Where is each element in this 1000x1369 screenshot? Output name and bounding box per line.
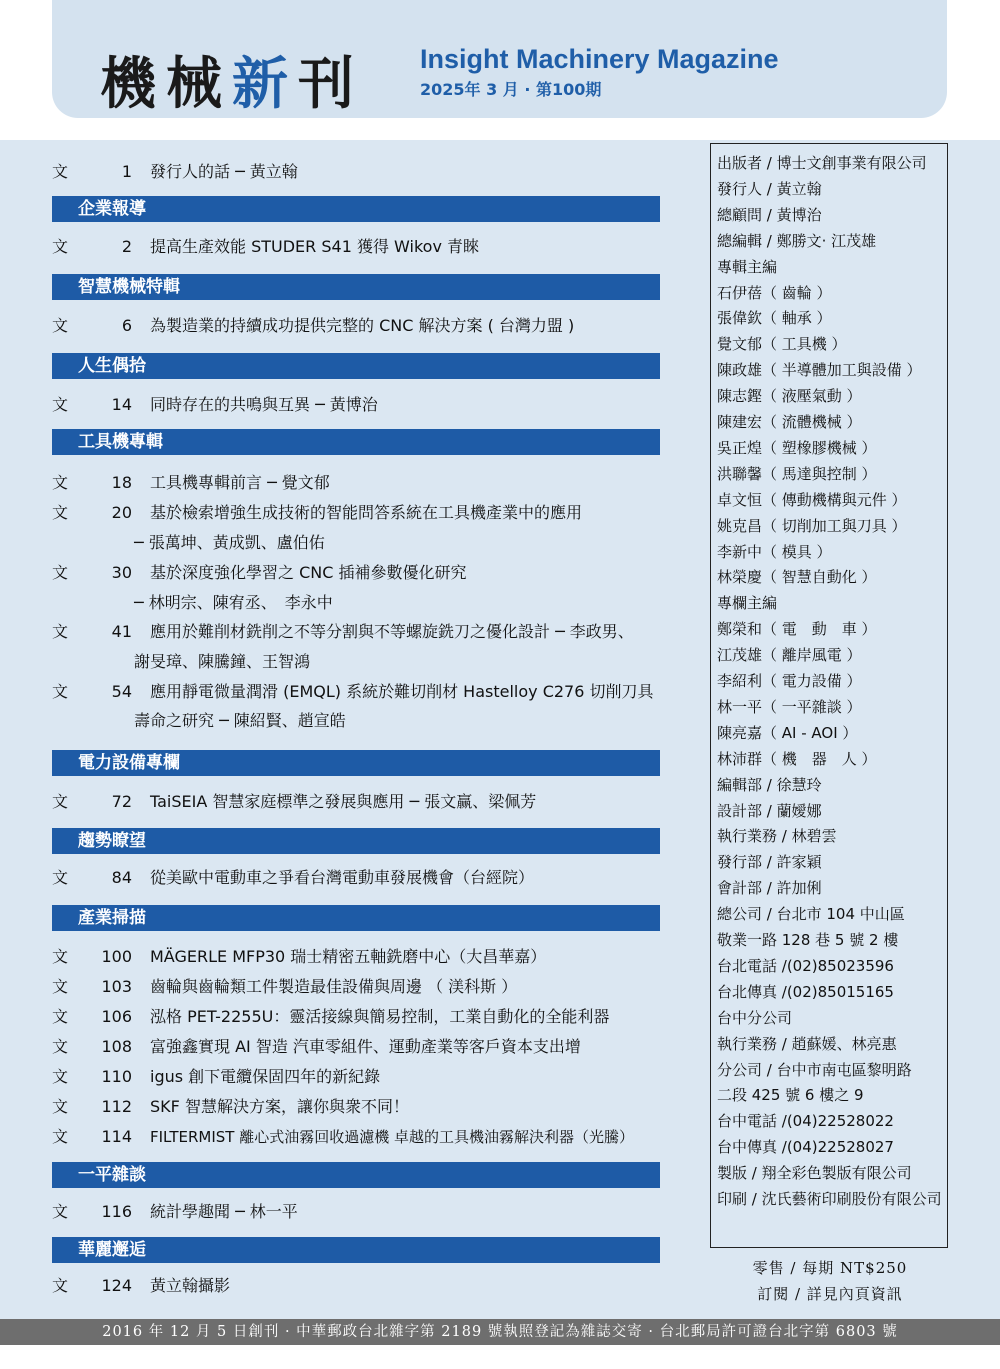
- credit-line: 執行業務 / 林碧雲: [717, 827, 837, 846]
- toc-entry[interactable]: [52, 162, 298, 182]
- entry-page: 103: [101, 977, 132, 996]
- entry-tag: 文: [52, 473, 69, 492]
- entry-tag: 文: [52, 622, 69, 641]
- entry-tag: 文: [52, 792, 69, 811]
- entry-page: 114: [101, 1127, 132, 1146]
- toc-entry[interactable]: [52, 563, 467, 583]
- entry-page: 41: [111, 622, 132, 641]
- entry-title: igus 創下電纜保固四年的新紀錄: [150, 1067, 381, 1086]
- entry-tag: 文: [52, 977, 69, 996]
- masthead: [0, 0, 1000, 140]
- entry-page: 112: [101, 1097, 132, 1116]
- entry-title: 泓格 PET-2255U：靈活接線與簡易控制，工業自動化的全能利器: [150, 1007, 610, 1026]
- entry-title: MÄGERLE MFP30 瑞士精密五軸銑磨中心（大昌華嘉）: [150, 947, 547, 966]
- entry-page: 6: [121, 316, 132, 335]
- entry-continuation: 謝旻璋、陳騰鐘、王智鴻: [134, 652, 311, 671]
- toc-entry[interactable]: [52, 1007, 609, 1027]
- entry-tag: 文: [52, 563, 69, 582]
- entry-title: 提高生產效能 STUDER S41 獲得 Wikov 青睞: [150, 237, 480, 256]
- entry-title: 為製造業的持續成功提供完整的 CNC 解決方案 ( 台灣力盟 ): [150, 316, 575, 335]
- section-header: 華麗邂逅: [52, 1237, 660, 1263]
- entry-page: 72: [111, 792, 132, 811]
- entry-page: 100: [101, 947, 132, 966]
- section-header: 一平雜談: [52, 1162, 660, 1188]
- footer-registration: 2016 年 12 月 5 日創刊 · 中華郵政台北雜字第 2189 號執照登記為雜誌交寄 · 台北郵局許可證台北字第 6803 號: [0, 1319, 1000, 1345]
- retail-price: 零售 / 每期 NT$250: [752, 1259, 908, 1277]
- issue-info: 2025年 3 月 · 第100期: [420, 80, 602, 99]
- toc-entry[interactable]: [52, 868, 534, 888]
- credit-line: 敬業一路 128 巷 5 號 2 樓: [717, 931, 899, 949]
- section-header: 趨勢瞭望: [52, 828, 660, 854]
- entry-tag: 文: [52, 1067, 69, 1086]
- entry-continuation: ─ 張萬坤、黃成凱、盧伯佑: [134, 533, 325, 552]
- toc-entry[interactable]: [52, 682, 654, 702]
- entry-title: 發行人的話 ─ 黃立翰: [150, 162, 298, 181]
- magazine-english-title: Insight Machinery Magazine: [420, 44, 779, 74]
- toc-entry[interactable]: [52, 316, 574, 336]
- entry-tag: 文: [52, 1037, 69, 1056]
- entry-tag: 文: [52, 1276, 69, 1295]
- entry-title: 同時存在的共鳴與互異 ─ 黃博治: [150, 395, 378, 414]
- entry-title: SKF 智慧解決方案，讓你與衆不同！: [150, 1097, 409, 1116]
- entry-title: 黃立翰攝影: [150, 1276, 231, 1295]
- title-part-1: 機械: [100, 52, 232, 117]
- entry-page: 14: [111, 395, 132, 414]
- entry-tag: 文: [52, 316, 69, 335]
- toc-entry[interactable]: [52, 622, 634, 642]
- title-part-3: 刊: [298, 52, 364, 117]
- masthead-credits-box: [710, 143, 948, 1248]
- credit-line: 編輯部 / 徐慧玲: [717, 775, 822, 794]
- credit-line: 姚克昌（ 切削加工與刀具 ）: [717, 516, 907, 535]
- credit-line: 二段 425 號 6 樓之 9: [717, 1086, 864, 1105]
- credit-line: 總顧問 / 黃博治: [717, 205, 822, 224]
- toc-entry[interactable]: [52, 1202, 298, 1222]
- credit-line: 李紹利（ 電力設備 ）: [717, 672, 862, 690]
- section-header: 電力設備專欄: [52, 750, 660, 776]
- credit-line: 洪聯馨（ 馬達與控制 ）: [717, 464, 877, 483]
- section-header: 工具機專輯: [52, 429, 660, 455]
- credit-line: 總編輯 / 鄭勝文· 江茂雄: [717, 231, 877, 250]
- credit-line: 出版者 / 博士文創事業有限公司: [717, 154, 927, 172]
- toc-entry[interactable]: [52, 395, 378, 415]
- credit-line: 林榮慶（ 智慧自動化 ）: [717, 568, 877, 587]
- entry-title: 統計學趣聞 ─ 林一平: [150, 1202, 298, 1221]
- entry-page: 124: [101, 1276, 132, 1295]
- toc-entry[interactable]: [52, 1097, 409, 1117]
- toc-entry[interactable]: [52, 503, 582, 523]
- credit-line: 吳正煌（ 塑橡膠機械 ）: [717, 438, 877, 457]
- credit-line: 林一平（ 一平雜談 ）: [717, 697, 862, 716]
- credit-line: 執行業務 / 趙蘇媛、林亮惠: [717, 1034, 897, 1053]
- subscription-info: 訂閱 / 詳見內頁資訊: [757, 1285, 903, 1303]
- toc-entry[interactable]: [52, 473, 330, 493]
- credit-line: 江茂雄（ 離岸風電 ）: [717, 646, 862, 665]
- entry-page: 20: [111, 503, 132, 522]
- entry-tag: 文: [52, 1127, 69, 1146]
- entry-tag: 文: [52, 1097, 69, 1116]
- entry-page: 54: [111, 682, 132, 701]
- entry-title: 富強鑫實現 AI 智造 汽車零組件、運動產業等客戶資本支出增: [150, 1037, 581, 1056]
- credit-line: 發行部 / 許家穎: [717, 853, 822, 872]
- entry-tag: 文: [52, 395, 69, 414]
- credit-line: 台中電話 /(04)22528022: [717, 1112, 894, 1131]
- credit-line: 石伊蓓（ 齒輪 ）: [717, 283, 832, 302]
- toc-entry[interactable]: [52, 947, 546, 967]
- entry-page: 116: [101, 1202, 132, 1221]
- entry-page: 84: [111, 868, 132, 887]
- section-header: 企業報導: [52, 196, 660, 222]
- credit-line: 印刷 / 沈氏藝術印刷股份有限公司: [717, 1190, 942, 1208]
- credit-line: 製版 / 翔全彩色製版有限公司: [717, 1164, 912, 1183]
- entry-page: 30: [111, 563, 132, 582]
- entry-tag: 文: [52, 162, 69, 181]
- entry-page: 2: [121, 237, 132, 256]
- magazine-title: [100, 40, 364, 120]
- credit-line: 覺文郁（ 工具機 ）: [717, 335, 847, 354]
- entry-continuation: 壽命之研究 ─ 陳紹賢、趙宣皓: [134, 711, 346, 730]
- entry-tag: 文: [52, 503, 69, 522]
- credit-line: 台中傳真 /(04)22528027: [717, 1138, 894, 1157]
- entry-page: 1: [121, 162, 132, 181]
- entry-tag: 文: [52, 868, 69, 887]
- entry-continuation: ─ 林明宗、陳宥丞、 李永中: [134, 593, 333, 612]
- entry-title: FILTERMIST 離心式油霧回收過濾機 卓越的工具機油霧解決利器（光騰）: [150, 1128, 634, 1146]
- credit-line: 陳建宏（ 流體機械 ）: [717, 413, 862, 431]
- page-bottom-margin: [0, 1345, 1000, 1369]
- credit-line: 陳亮嘉（ AI - AOI ）: [717, 723, 858, 742]
- entry-page: 110: [101, 1067, 132, 1086]
- entry-title: TaiSEIA 智慧家庭標準之發展與應用 ─ 張文赢、梁佩芳: [150, 792, 537, 811]
- section-header: 智慧機械特輯: [52, 274, 660, 300]
- entry-tag: 文: [52, 682, 69, 701]
- credit-line: 總公司 / 台北市 104 中山區: [717, 905, 905, 924]
- credit-line: 台中分公司: [717, 1008, 793, 1027]
- credit-line: 發行人 / 黃立翰: [717, 179, 822, 198]
- credit-line: 設計部 / 蘭嬡娜: [717, 801, 822, 820]
- toc-entry[interactable]: [52, 792, 536, 812]
- entry-page: 106: [101, 1007, 132, 1026]
- credit-line: 專欄主編: [717, 594, 778, 613]
- entry-title: 基於深度強化學習之 CNC 插補參數優化研究: [150, 563, 467, 582]
- credit-line: 台北電話 /(02)85023596: [717, 956, 894, 975]
- credit-line: 林沛群（ 機 器 人 ）: [717, 749, 877, 768]
- toc-entry[interactable]: [52, 1037, 581, 1057]
- table-of-contents: [0, 140, 700, 1319]
- section-header: 人生偶拾: [52, 353, 660, 379]
- credit-line: 會計部 / 許加俐: [717, 879, 822, 898]
- entry-tag: 文: [52, 947, 69, 966]
- entry-tag: 文: [52, 1007, 69, 1026]
- entry-title: 齒輪與齒輪類工件製造最佳設備與周邊 （ 渼科斯 ）: [150, 977, 518, 996]
- toc-entry[interactable]: [52, 237, 479, 257]
- toc-entry[interactable]: [52, 1067, 380, 1087]
- credit-line: 卓文恒（ 傳動機構與元件 ）: [717, 490, 907, 509]
- entry-title: 從美歐中電動車之爭看台灣電動車發展機會（台經院）: [150, 868, 535, 887]
- entry-page: 18: [111, 473, 132, 492]
- entry-page: 108: [101, 1037, 132, 1056]
- entry-tag: 文: [52, 237, 69, 256]
- credit-line: 陳政雄（ 半導體加工與設備 ）: [717, 361, 922, 380]
- entry-title: 應用於難削材銑削之不等分割與不等螺旋銑刀之優化設計 ─ 李政男、: [150, 622, 634, 641]
- title-part-2: 新: [232, 52, 298, 117]
- section-header: 產業掃描: [52, 905, 660, 931]
- credit-line: 鄭榮和（ 電 動 車 ）: [717, 620, 877, 639]
- credit-line: 張偉欽（ 軸承 ）: [717, 309, 832, 328]
- entry-title: 工具機專輯前言 ─ 覺文郁: [150, 473, 330, 492]
- entry-tag: 文: [52, 1202, 69, 1221]
- credit-line: 分公司 / 台中市南屯區黎明路: [717, 1060, 912, 1079]
- credit-line: 台北傳真 /(02)85015165: [717, 982, 894, 1001]
- toc-entry[interactable]: [52, 1127, 634, 1147]
- toc-entry[interactable]: [52, 977, 517, 997]
- toc-entry[interactable]: [52, 1276, 230, 1296]
- credit-line: 李新中（ 模具 ）: [717, 542, 832, 561]
- entry-title: 應用靜電微量潤滑 (EMQL) 系統於難切削材 Hastelloy C276 切削刀具: [150, 682, 654, 701]
- credit-line: 陳志鏗（ 液壓氣動 ）: [717, 387, 862, 406]
- entry-title: 基於檢索增強生成技術的智能問答系統在工具機產業中的應用: [150, 503, 583, 522]
- credit-line: 專輯主編: [717, 257, 778, 276]
